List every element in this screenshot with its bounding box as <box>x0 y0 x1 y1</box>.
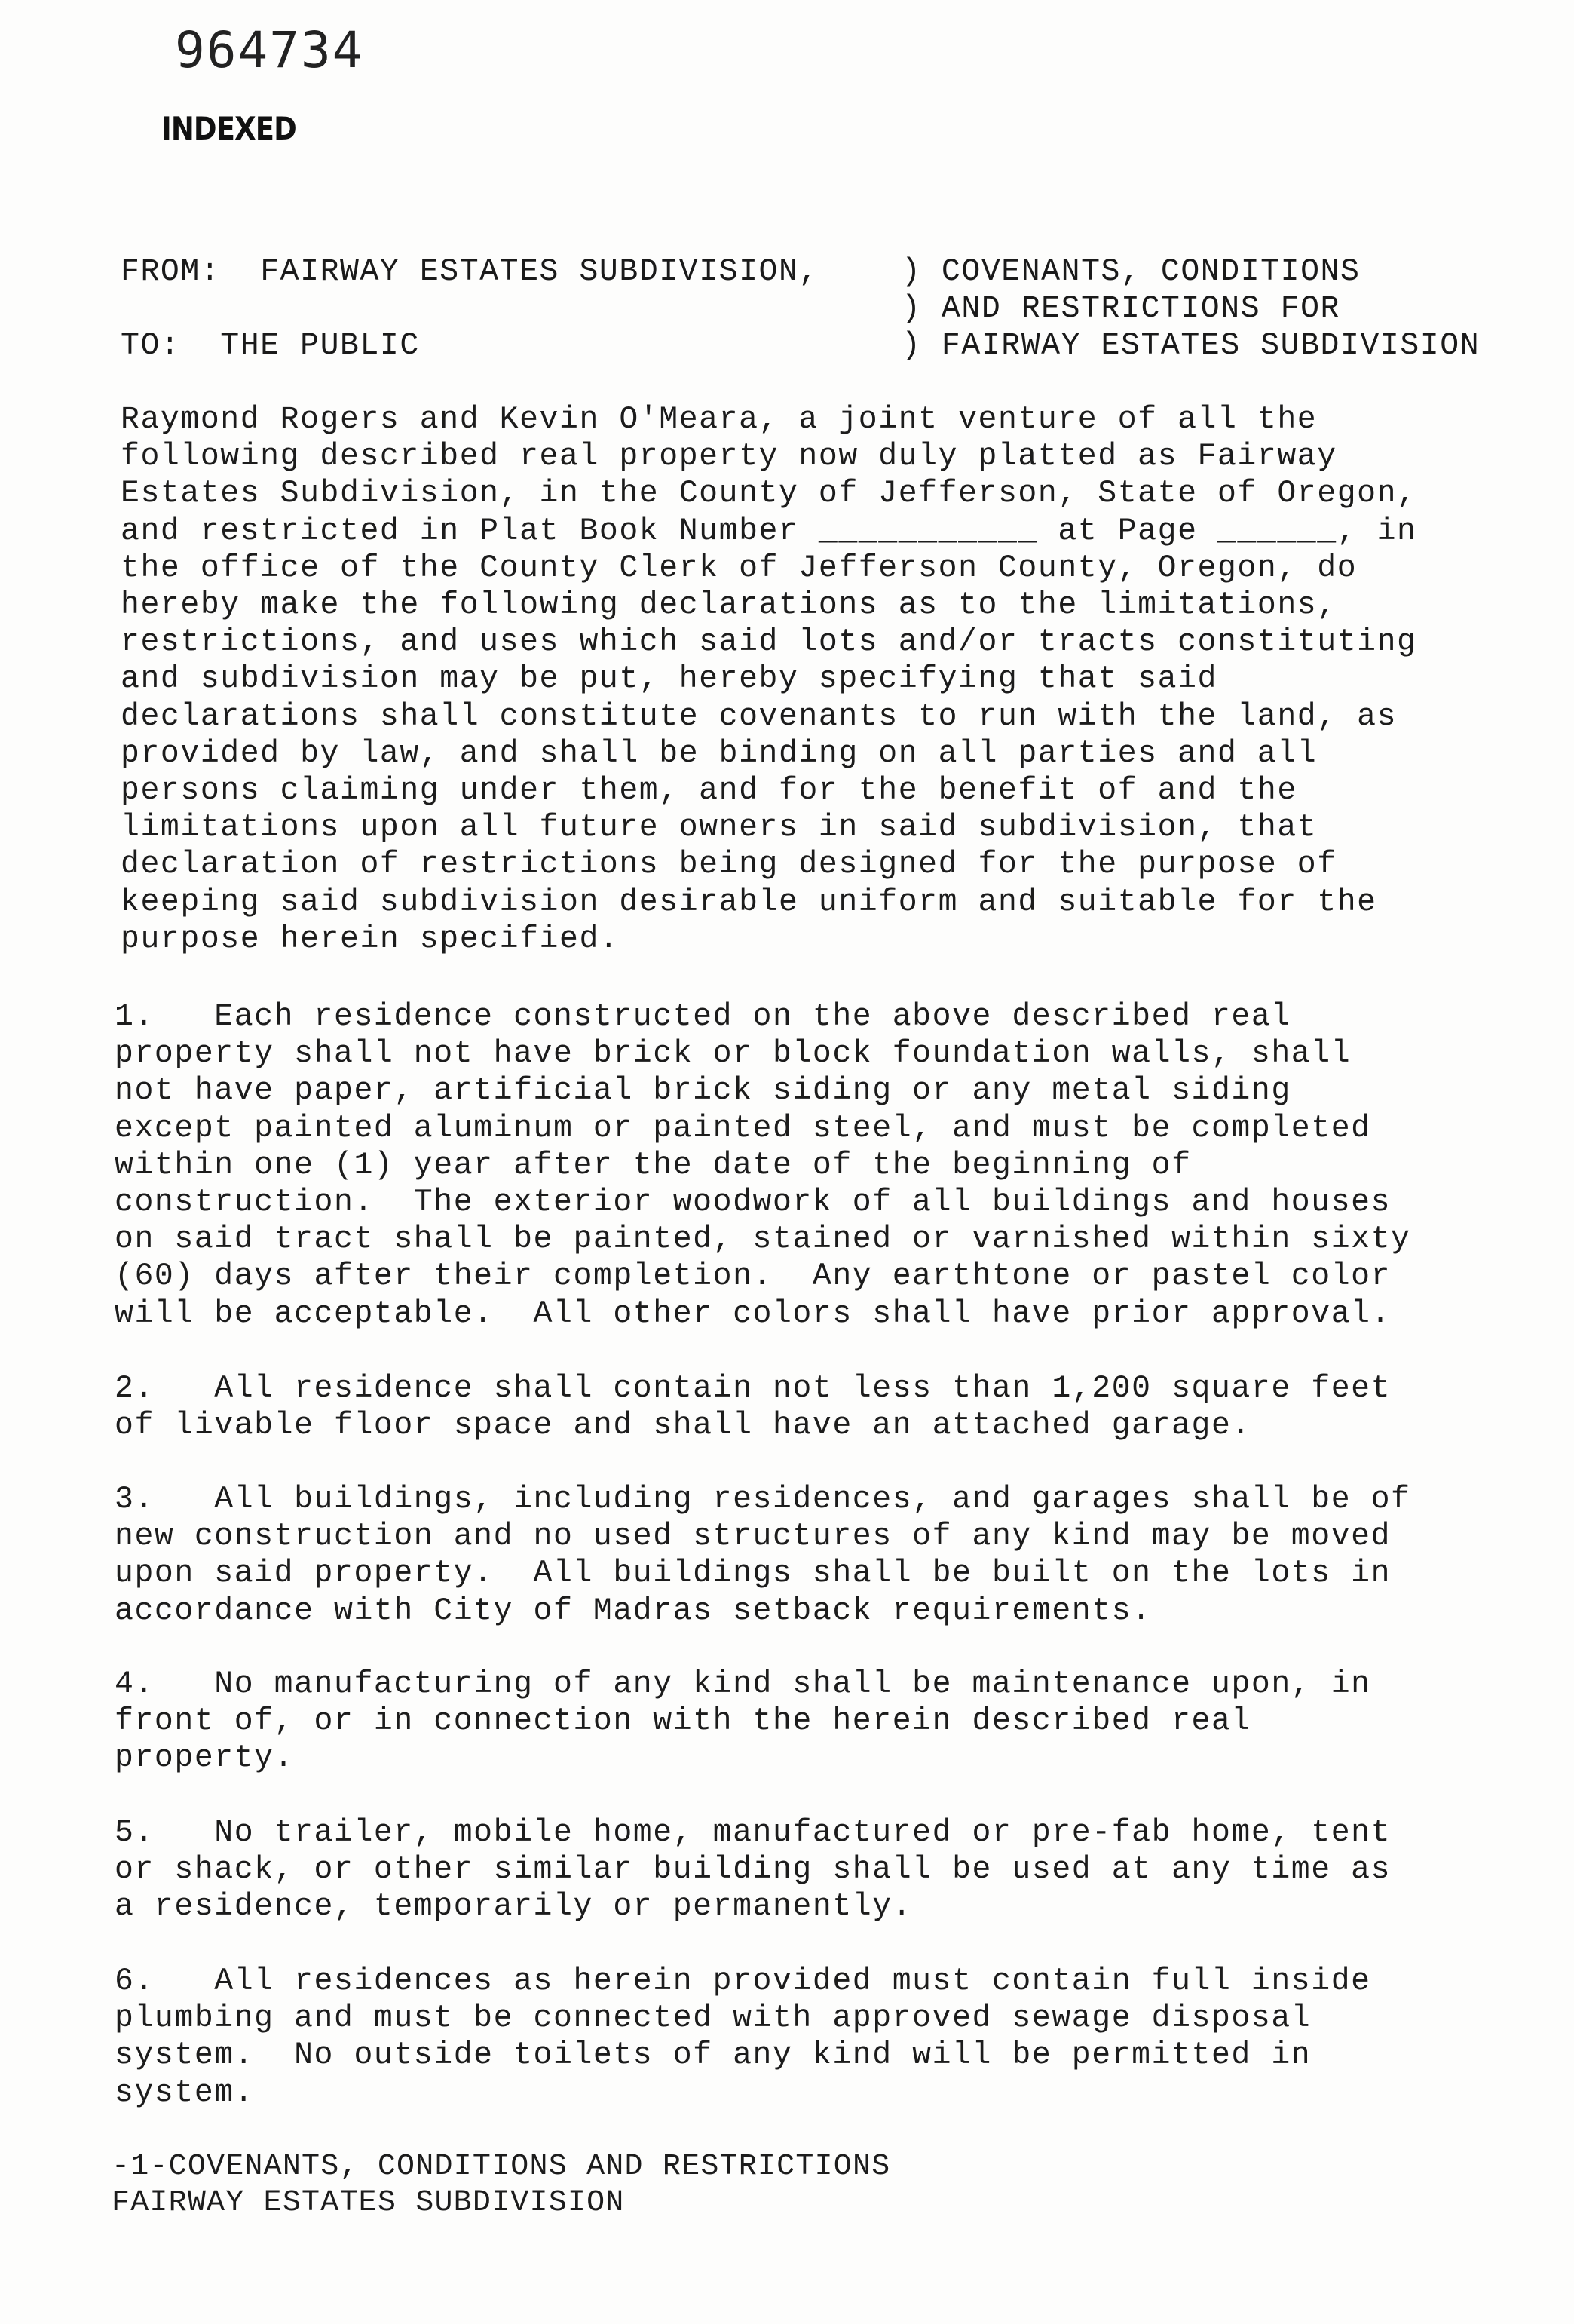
caption-title-line: ) COVENANTS, CONDITIONS <box>902 254 1361 290</box>
text-line: limitations upon all future owners in said subdivision, that <box>121 810 1318 846</box>
text-line: will be acceptable. All other colors shall have prior approval. <box>115 1295 1392 1332</box>
caption-to-label: TO: <box>121 328 181 363</box>
text-line: property. <box>115 1740 295 1777</box>
text-line: purpose herein specified. <box>121 921 620 957</box>
text-line: a residence, temporarily or permanently. <box>115 1889 913 1925</box>
covenant-4 <box>115 1666 1554 1777</box>
preamble-paragraph <box>121 401 1560 958</box>
text-line: or shack, or other similar building shall be used at any time as <box>115 1852 1392 1888</box>
text-line: declarations shall constitute covenants to run with the land, as <box>121 698 1398 734</box>
text-line: 6. All residences as herein provided must contain full inside <box>115 1964 1371 1999</box>
indexed-stamp: INDEXED <box>161 110 296 147</box>
text-line: new construction and no used structures of any kind may be moved <box>115 1519 1392 1555</box>
covenant-6 <box>115 1963 1554 2111</box>
footer-line-1: -1-COVENANTS, CONDITIONS AND RESTRICTIONS <box>112 2150 891 2184</box>
text-line: keeping said subdivision desirable uniform and suitable for the <box>121 884 1377 920</box>
text-line: system. No outside toilets of any kind will be permitted in <box>115 2037 1312 2074</box>
caption-title-line: ) AND RESTRICTIONS FOR <box>902 291 1340 327</box>
text-line: and restricted in Plat Book Number ___________ at Page ______, in <box>121 513 1417 549</box>
text-line: within one (1) year after the date of the beginning of <box>115 1147 1192 1183</box>
caption-to <box>121 327 420 364</box>
caption-from <box>121 253 819 290</box>
text-line: accordance with City of Madras setback requirements. <box>115 1593 1152 1629</box>
text-line: hereby make the following declarations as to the limitations, <box>121 587 1337 624</box>
text-line: plumbing and must be connected with approved sewage disposal <box>115 2001 1312 2037</box>
covenant-2 <box>115 1370 1554 1444</box>
caption-from-label: FROM: <box>121 254 221 290</box>
text-line: the office of the County Clerk of Jefferson County, Oregon, do <box>121 550 1358 586</box>
text-line: (60) days after their completion. Any earthtone or pastel color <box>115 1259 1392 1295</box>
text-line: construction. The exterior woodwork of all buildings and houses <box>115 1185 1392 1221</box>
text-line: property shall not have brick or block foundation walls, shall <box>115 1036 1352 1072</box>
text-line: Estates Subdivision, in the County of Jefferson, State of Oregon, <box>121 476 1417 512</box>
caption-title-line: ) FAIRWAY ESTATES SUBDIVISION <box>902 328 1481 363</box>
text-line: not have paper, artificial brick siding or any metal siding <box>115 1073 1291 1109</box>
text-line: persons claiming under them, and for the benefit of and the <box>121 773 1297 809</box>
text-line: declaration of restrictions being designed for the purpose of <box>121 847 1337 883</box>
page-footer <box>112 2149 890 2221</box>
text-line: Raymond Rogers and Kevin O'Meara, a joint venture of all the <box>121 402 1318 437</box>
footer-line-2: FAIRWAY ESTATES SUBDIVISION <box>112 2186 625 2220</box>
text-line: 1. Each residence constructed on the above described real <box>115 999 1291 1035</box>
covenant-1 <box>115 998 1554 1332</box>
covenant-5 <box>115 1814 1554 1926</box>
text-line: 4. No manufacturing of any kind shall be maintenance upon, in <box>115 1666 1371 1702</box>
text-line: front of, or in connection with the herein described real <box>115 1703 1251 1740</box>
text-line: on said tract shall be painted, stained or varnished within sixty <box>115 1222 1411 1258</box>
text-line: and subdivision may be put, hereby specifying that said <box>121 661 1217 698</box>
text-line: system. <box>115 2074 255 2111</box>
caption-to-value: THE PUBLIC <box>220 328 420 363</box>
text-line: except painted aluminum or painted steel, and must be completed <box>115 1110 1371 1146</box>
caption-from-value: FAIRWAY ESTATES SUBDIVISION, <box>260 254 819 290</box>
text-line: upon said property. All buildings shall be built on the lots in <box>115 1556 1392 1592</box>
text-line: 3. All buildings, including residences, and garages shall be of <box>115 1482 1411 1517</box>
document-number: 964734 <box>175 21 364 79</box>
text-line: 2. All residence shall contain not less than 1,200 square feet <box>115 1371 1392 1406</box>
covenant-3 <box>115 1481 1554 1630</box>
text-line: 5. No trailer, mobile home, manufactured or pre-fab home, tent <box>115 1815 1392 1850</box>
text-line: following described real property now duly platted as Fairway <box>121 439 1337 475</box>
text-line: restrictions, and uses which said lots and/or tracts constituting <box>121 624 1417 661</box>
text-line: provided by law, and shall be binding on all parties and all <box>121 735 1318 771</box>
text-line: of livable floor space and shall have an attached garage. <box>115 1408 1251 1444</box>
